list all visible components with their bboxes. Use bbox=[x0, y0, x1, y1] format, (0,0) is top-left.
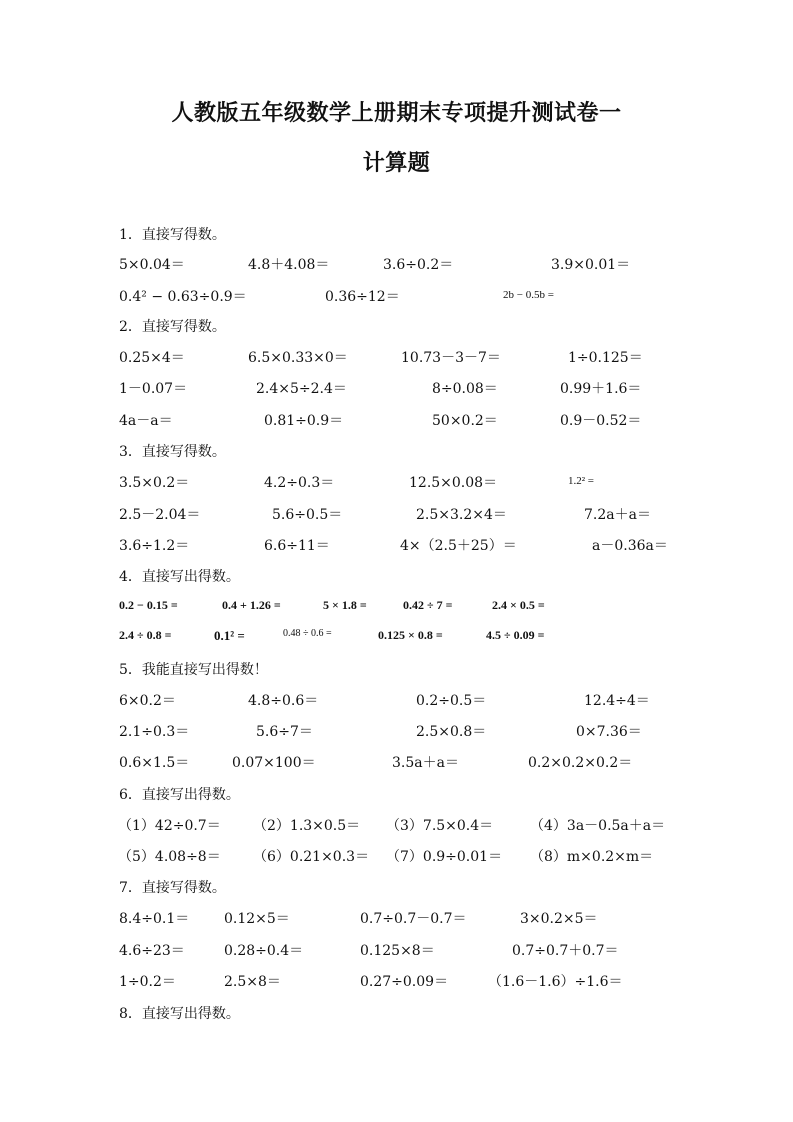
section-4-row-1 bbox=[0, 598, 793, 618]
section-5-heading: 5．我能直接写出得数！ bbox=[119, 662, 268, 678]
problem: 0.36÷12＝ bbox=[325, 289, 400, 305]
section-2-row-3 bbox=[0, 410, 793, 430]
problem: 1－0.07＝ bbox=[119, 381, 188, 397]
problem: 0.7÷0.7＋0.7＝ bbox=[512, 943, 619, 959]
problem: 1÷0.2＝ bbox=[119, 974, 176, 990]
problem: 5.6÷0.5＝ bbox=[272, 507, 343, 523]
problem: 0.42 ÷ 7 = bbox=[403, 598, 453, 612]
problem: （6）0.21×0.3＝ bbox=[253, 849, 370, 865]
problem: 6.6÷11＝ bbox=[264, 538, 330, 554]
section-7-row-2 bbox=[0, 940, 793, 960]
section-6-row-2 bbox=[0, 846, 793, 866]
problem: 8÷0.08＝ bbox=[432, 381, 498, 397]
problem: 3.5×0.2＝ bbox=[119, 475, 190, 491]
section-5-row-1 bbox=[0, 690, 793, 710]
problem: （1.6－1.6）÷1.6＝ bbox=[488, 974, 623, 990]
problem: （4）3a－0.5a＋a＝ bbox=[530, 818, 666, 834]
section-2-row-2 bbox=[0, 378, 793, 398]
problem: 5×0.04＝ bbox=[119, 257, 185, 273]
problem: 5 × 1.8 = bbox=[323, 598, 367, 612]
section-3-heading: 3．直接写得数。 bbox=[119, 444, 226, 460]
document-title: 人教版五年级数学上册期末专项提升测试卷一 bbox=[171, 101, 622, 126]
section-6-heading: 6．直接写出得数。 bbox=[119, 787, 240, 803]
problem: a－0.36a＝ bbox=[592, 538, 668, 554]
problem: 3.6÷1.2＝ bbox=[119, 538, 190, 554]
problem: 0.07×100＝ bbox=[232, 755, 316, 771]
problem: 5.6÷7＝ bbox=[256, 724, 313, 740]
section-4-row-2 bbox=[0, 628, 793, 648]
problem: 2.1÷0.3＝ bbox=[119, 724, 190, 740]
problem: 0.25×4＝ bbox=[119, 350, 185, 366]
problem: 10.73－3－7＝ bbox=[401, 350, 501, 366]
problem: 6×0.2＝ bbox=[119, 693, 176, 709]
problem: 3.9×0.01＝ bbox=[551, 257, 631, 273]
problem: 0.48 ÷ 0.6 = bbox=[283, 628, 332, 639]
problem: 2.5×3.2×4＝ bbox=[416, 507, 507, 523]
problem: 2.5－2.04＝ bbox=[119, 507, 201, 523]
problem: 2.4 ÷ 0.8 = bbox=[119, 628, 172, 642]
section-8-heading: 8．直接写出得数。 bbox=[119, 1006, 240, 1022]
problem: 3.6÷0.2＝ bbox=[383, 257, 454, 273]
section-3-row-3 bbox=[0, 535, 793, 555]
problem: 0.2÷0.5＝ bbox=[416, 693, 487, 709]
problem: 4.8÷0.6＝ bbox=[248, 693, 319, 709]
problem: 50×0.2＝ bbox=[432, 413, 498, 429]
problem: 4a－a＝ bbox=[119, 413, 173, 429]
problem: 12.5×0.08＝ bbox=[409, 475, 498, 491]
problem: 3×0.2×5＝ bbox=[520, 911, 598, 927]
section-2-row-1 bbox=[0, 347, 793, 367]
section-7-row-3 bbox=[0, 971, 793, 991]
problem: 4.8＋4.08＝ bbox=[248, 257, 330, 273]
section-6-row-1 bbox=[0, 815, 793, 835]
section-4-heading: 4．直接写出得数。 bbox=[119, 569, 240, 585]
problem: 0.125 × 0.8 = bbox=[378, 628, 443, 642]
problem: 4.2÷0.3＝ bbox=[264, 475, 335, 491]
problem: （3）7.5×0.4＝ bbox=[386, 818, 494, 834]
problem: （8）m×0.2×m＝ bbox=[530, 849, 654, 865]
problem: 0.2 − 0.15 = bbox=[119, 598, 178, 612]
problem: 0.125×8＝ bbox=[360, 943, 435, 959]
problem: 0×7.36＝ bbox=[576, 724, 642, 740]
document-subtitle: 计算题 bbox=[362, 151, 431, 176]
problem: （5）4.08÷8＝ bbox=[118, 849, 221, 865]
section-7-heading: 7．直接写得数。 bbox=[119, 880, 226, 896]
section-7-row-1 bbox=[0, 908, 793, 928]
section-1-heading: 1．直接写得数。 bbox=[119, 227, 226, 243]
problem: 0.7÷0.7－0.7＝ bbox=[360, 911, 467, 927]
section-5-row-2 bbox=[0, 721, 793, 741]
section-2-heading: 2．直接写得数。 bbox=[119, 319, 226, 335]
problem: 1÷0.125＝ bbox=[568, 350, 643, 366]
problem: （2）1.3×0.5＝ bbox=[253, 818, 361, 834]
problem: 0.1² = bbox=[214, 628, 245, 643]
section-3-row-2 bbox=[0, 504, 793, 524]
problem: 2.5×8＝ bbox=[224, 974, 281, 990]
section-1-row-1 bbox=[0, 254, 793, 274]
problem: 0.81÷0.9＝ bbox=[264, 413, 344, 429]
problem: 0.9－0.52＝ bbox=[560, 413, 642, 429]
problem: 0.4 + 1.26 = bbox=[222, 598, 281, 612]
problem: （7）0.9÷0.01＝ bbox=[386, 849, 503, 865]
problem: 0.12×5＝ bbox=[224, 911, 290, 927]
problem: 0.4² − 0.63÷0.9＝ bbox=[119, 289, 247, 305]
problem: 1.2² = bbox=[568, 475, 595, 487]
problem: 7.2a＋a＝ bbox=[584, 507, 651, 523]
problem: 2.5×0.8＝ bbox=[416, 724, 487, 740]
problem: 2.4 × 0.5 = bbox=[492, 598, 545, 612]
problem: （1）42÷0.7＝ bbox=[118, 818, 221, 834]
section-3-row-1 bbox=[0, 472, 793, 492]
problem: 0.27÷0.09＝ bbox=[360, 974, 449, 990]
problem: 0.99＋1.6＝ bbox=[560, 381, 642, 397]
problem: 0.6×1.5＝ bbox=[119, 755, 190, 771]
problem: 2b − 0.5b = bbox=[503, 289, 554, 301]
problem: 0.28÷0.4＝ bbox=[224, 943, 304, 959]
problem: 12.4÷4＝ bbox=[584, 693, 650, 709]
problem: 3.5a＋a＝ bbox=[392, 755, 459, 771]
problem: 8.4÷0.1＝ bbox=[119, 911, 190, 927]
problem: 2.4×5÷2.4＝ bbox=[256, 381, 347, 397]
problem: 4.6÷23＝ bbox=[119, 943, 185, 959]
problem: 0.2×0.2×0.2＝ bbox=[528, 755, 633, 771]
problem: 6.5×0.33×0＝ bbox=[248, 350, 348, 366]
section-1-row-2 bbox=[0, 286, 793, 306]
section-5-row-3 bbox=[0, 752, 793, 772]
problem: 4×（2.5＋25）＝ bbox=[400, 538, 517, 554]
problem: 4.5 ÷ 0.09 = bbox=[486, 628, 545, 642]
